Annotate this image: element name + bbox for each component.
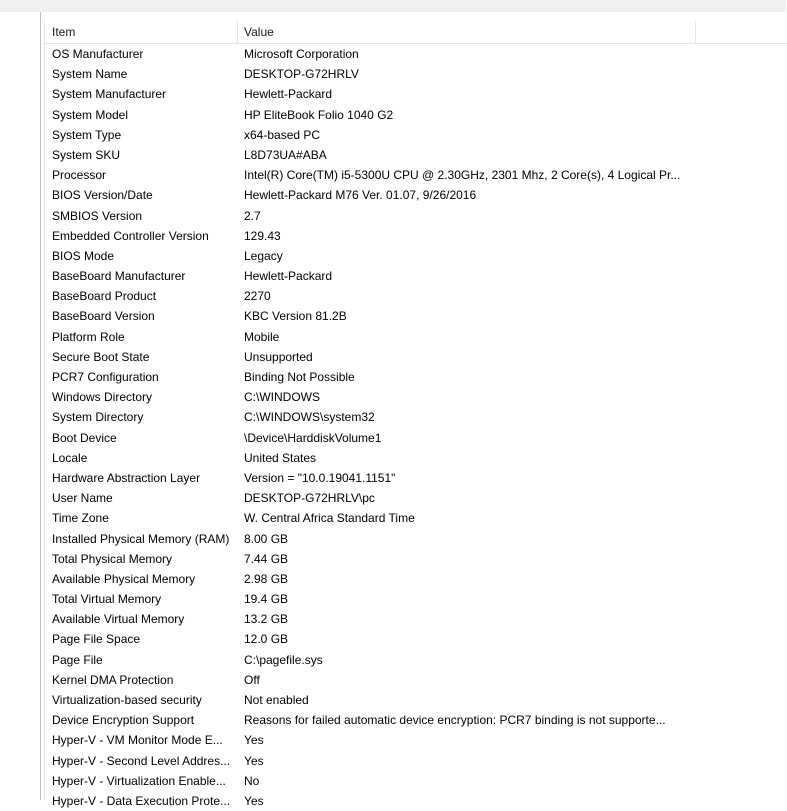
- row-value-cell: Hewlett-Packard M76 Ver. 01.07, 9/26/2016: [244, 188, 477, 203]
- row-value-cell: Hewlett-Packard: [244, 87, 333, 102]
- table-row[interactable]: [45, 488, 787, 508]
- row-value-cell: 7.44 GB: [244, 551, 289, 566]
- row-item-cell: Total Physical Memory: [52, 551, 173, 566]
- table-row[interactable]: [45, 44, 787, 64]
- row-item-cell: OS Manufacturer: [52, 47, 144, 61]
- table-row[interactable]: [45, 771, 787, 791]
- row-value-cell: Legacy: [244, 248, 283, 263]
- column-header-value[interactable]: Value: [238, 21, 696, 43]
- table-row[interactable]: [45, 690, 787, 710]
- table-row[interactable]: [45, 185, 787, 205]
- table-row[interactable]: [45, 549, 787, 569]
- table-row[interactable]: [45, 670, 787, 690]
- list-rows: [45, 44, 787, 811]
- table-row[interactable]: [45, 306, 787, 326]
- row-value-cell: Microsoft Corporation: [244, 47, 359, 61]
- row-item-cell: Hardware Abstraction Layer: [52, 470, 201, 485]
- table-row[interactable]: [45, 387, 787, 407]
- table-row[interactable]: [45, 529, 787, 549]
- row-value-cell: Intel(R) Core(TM) i5-5300U CPU @ 2.30GHz, 2301 Mhz, 2 Core(s), 4 Logical Pr...: [244, 168, 681, 183]
- row-item-cell: System Directory: [52, 410, 144, 425]
- row-value-cell: \Device\HarddiskVolume1: [244, 430, 382, 445]
- table-row[interactable]: [45, 730, 787, 750]
- pane-splitter[interactable]: [40, 12, 41, 800]
- table-row[interactable]: [45, 105, 787, 125]
- row-value-cell: W. Central Africa Standard Time: [244, 511, 415, 526]
- table-row[interactable]: [45, 448, 787, 468]
- table-row[interactable]: [45, 629, 787, 649]
- row-item-cell: Virtualization-based security: [52, 693, 202, 707]
- table-row[interactable]: [45, 569, 787, 589]
- row-item-cell: Page File: [52, 652, 103, 667]
- row-value-cell: Yes: [244, 733, 264, 748]
- row-item-cell: System Model: [52, 107, 129, 122]
- table-row[interactable]: [45, 609, 787, 629]
- row-item-cell: Hyper-V - Second Level Addres...: [52, 753, 231, 768]
- row-item-cell: System Type: [52, 127, 122, 142]
- table-row[interactable]: [45, 327, 787, 347]
- row-value-cell: 2.7: [244, 208, 261, 223]
- row-item-cell: BIOS Mode: [52, 248, 115, 263]
- row-item-cell: System Manufacturer: [52, 87, 167, 102]
- row-item-cell: System Name: [52, 67, 128, 82]
- row-item-cell: Total Virtual Memory: [52, 592, 162, 607]
- row-item-cell: Page File Space: [52, 632, 141, 647]
- row-value-cell: C:\WINDOWS: [244, 390, 320, 405]
- table-row[interactable]: [45, 751, 787, 771]
- row-value-cell: United States: [244, 450, 317, 465]
- table-row[interactable]: [45, 145, 787, 165]
- table-row[interactable]: [45, 367, 787, 387]
- table-row[interactable]: [45, 246, 787, 266]
- row-item-cell: PCR7 Configuration: [52, 370, 159, 384]
- row-item-cell: Installed Physical Memory (RAM): [52, 531, 230, 546]
- row-item-cell: Processor: [52, 168, 107, 183]
- row-value-cell: 19.4 GB: [244, 592, 289, 607]
- row-value-cell: Yes: [244, 753, 264, 768]
- table-row[interactable]: [45, 347, 787, 367]
- row-item-cell: BaseBoard Manufacturer: [52, 269, 186, 284]
- row-item-cell: Boot Device: [52, 430, 117, 445]
- row-value-cell: 129.43: [244, 228, 281, 243]
- table-row[interactable]: [45, 407, 787, 427]
- row-item-cell: Device Encryption Support: [52, 713, 195, 728]
- row-item-cell: Platform Role: [52, 329, 125, 344]
- row-item-cell: Hyper-V - Virtualization Enable...: [52, 773, 226, 788]
- row-value-cell: C:\pagefile.sys: [244, 652, 323, 667]
- list-header: [45, 21, 787, 44]
- row-item-cell: User Name: [52, 491, 113, 506]
- row-value-cell: 8.00 GB: [244, 531, 289, 546]
- row-value-cell: Not enabled: [244, 693, 309, 707]
- row-value-cell: DESKTOP-G72HRLV\pc: [244, 491, 375, 506]
- table-row[interactable]: [45, 428, 787, 448]
- table-row[interactable]: [45, 64, 787, 84]
- row-value-cell: KBC Version 81.2B: [244, 309, 347, 324]
- column-header-item[interactable]: Item: [45, 21, 238, 43]
- row-value-cell: HP EliteBook Folio 1040 G2: [244, 107, 394, 122]
- row-item-cell: Available Physical Memory: [52, 571, 196, 586]
- category-tree-pane[interactable]: [0, 12, 40, 800]
- row-item-cell: BIOS Version/Date: [52, 188, 153, 203]
- table-row[interactable]: [45, 84, 787, 104]
- table-row[interactable]: [45, 165, 787, 185]
- table-row[interactable]: [45, 508, 787, 528]
- row-value-cell: 13.2 GB: [244, 612, 289, 627]
- row-item-cell: Locale: [52, 450, 88, 465]
- row-item-cell: Available Virtual Memory: [52, 612, 185, 627]
- row-item-cell: Kernel DMA Protection: [52, 672, 174, 687]
- row-item-cell: Secure Boot State: [52, 349, 150, 364]
- row-item-cell: BaseBoard Product: [52, 289, 157, 304]
- table-row[interactable]: [45, 206, 787, 226]
- row-value-cell: Reasons for failed automatic device encryption: PCR7 binding is not supporte...: [244, 713, 666, 728]
- row-value-cell: 2.98 GB: [244, 571, 289, 586]
- table-row[interactable]: [45, 468, 787, 488]
- row-value-cell: x64-based PC: [244, 127, 321, 142]
- table-row[interactable]: [45, 650, 787, 670]
- row-item-cell: Time Zone: [52, 511, 109, 526]
- row-value-cell: Yes: [244, 793, 264, 808]
- row-value-cell: Mobile: [244, 329, 280, 344]
- row-value-cell: DESKTOP-G72HRLV: [244, 67, 359, 82]
- table-row[interactable]: [45, 710, 787, 730]
- table-row[interactable]: [45, 791, 787, 811]
- row-value-cell: No: [244, 773, 260, 788]
- table-row[interactable]: [45, 286, 787, 306]
- system-summary-list[interactable]: [44, 21, 787, 808]
- row-item-cell: BaseBoard Version: [52, 309, 155, 324]
- row-value-cell: 2270: [244, 289, 271, 304]
- row-item-cell: System SKU: [52, 147, 121, 162]
- row-item-cell: Embedded Controller Version: [52, 228, 209, 243]
- row-value-cell: Unsupported: [244, 349, 313, 364]
- window-top-strip: [0, 0, 786, 12]
- table-row[interactable]: [45, 125, 787, 145]
- table-row[interactable]: [45, 266, 787, 286]
- row-item-cell: Windows Directory: [52, 390, 153, 405]
- row-value-cell: L8D73UA#ABA: [244, 147, 327, 162]
- table-row[interactable]: [45, 589, 787, 609]
- row-value-cell: C:\WINDOWS\system32: [244, 410, 375, 425]
- row-value-cell: Version = "10.0.19041.1151": [244, 470, 396, 485]
- row-value-cell: 12.0 GB: [244, 632, 289, 647]
- row-item-cell: Hyper-V - VM Monitor Mode E...: [52, 733, 223, 748]
- row-item-cell: SMBIOS Version: [52, 208, 143, 223]
- row-value-cell: Hewlett-Packard: [244, 269, 333, 284]
- row-item-cell: Hyper-V - Data Execution Prote...: [52, 793, 231, 808]
- row-value-cell: Off: [244, 672, 260, 687]
- row-value-cell: Binding Not Possible: [244, 370, 355, 384]
- table-row[interactable]: [45, 226, 787, 246]
